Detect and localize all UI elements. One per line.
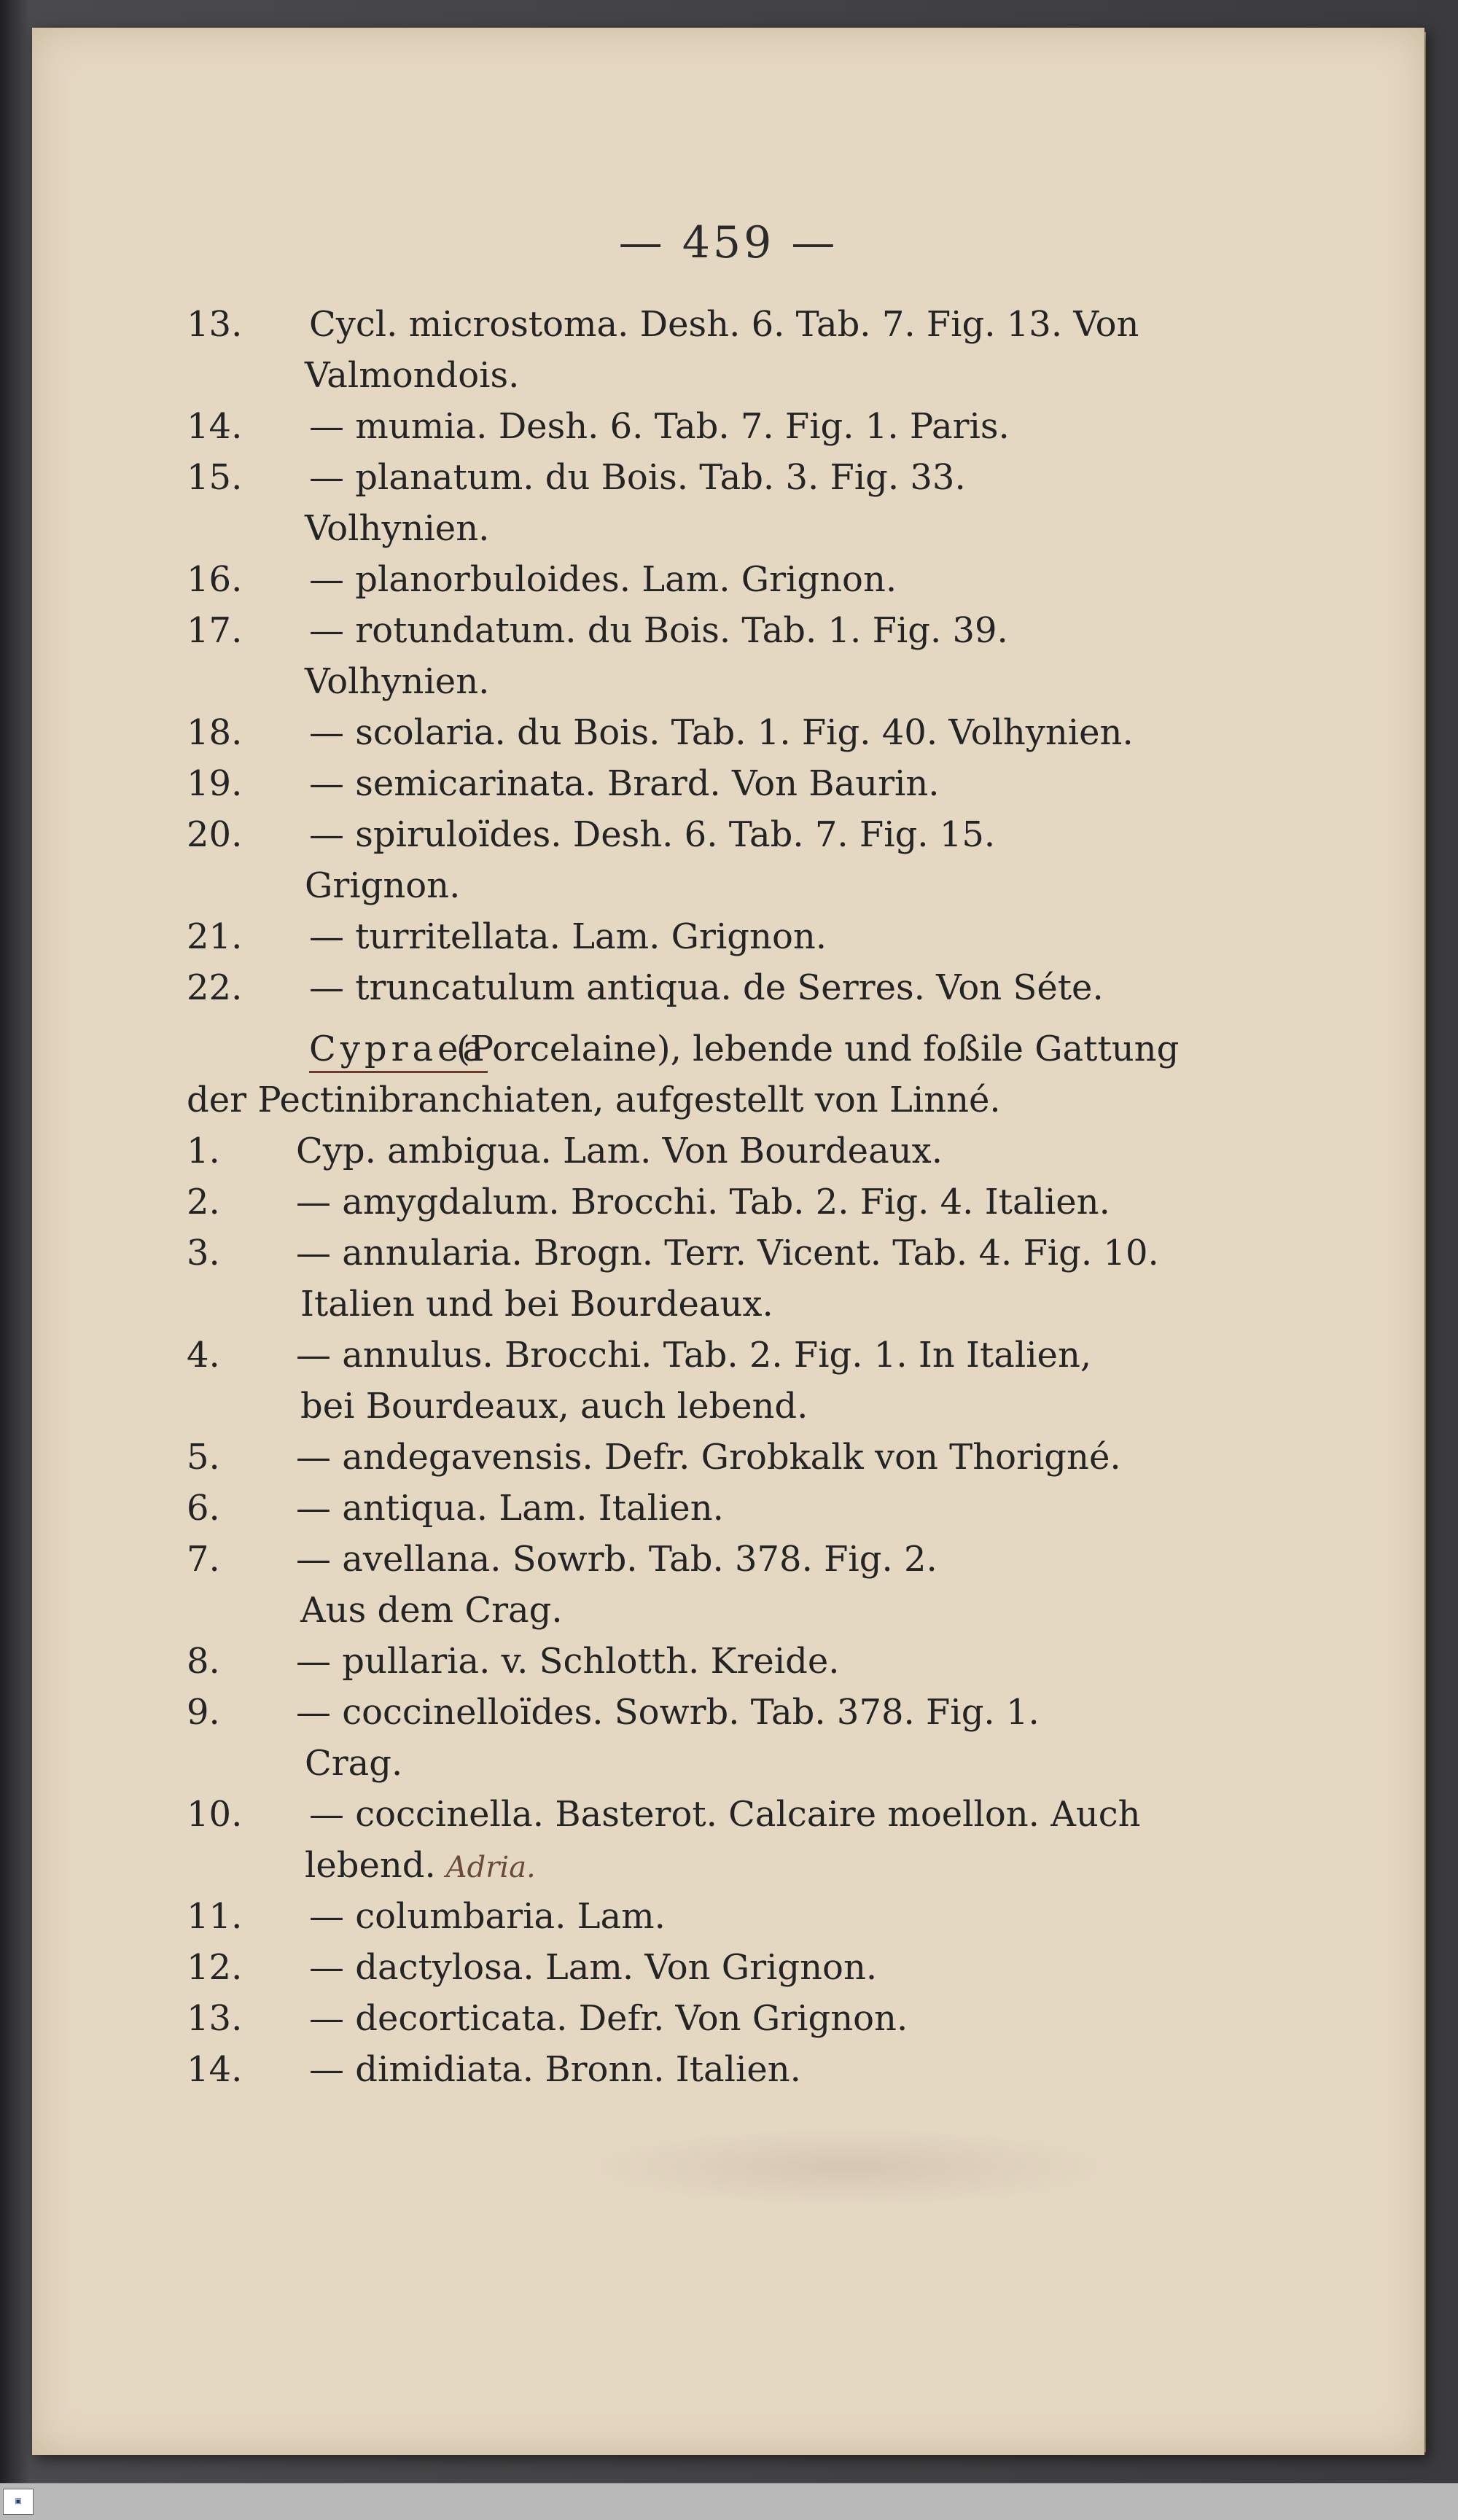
entry-number: 15.	[187, 457, 243, 498]
entry-continuation: Volhynien.	[305, 508, 490, 549]
entry-number: 18.	[187, 712, 243, 753]
entry-continuation: Aus dem Crag.	[300, 1590, 563, 1631]
list-item	[187, 1636, 1258, 1687]
list-item	[187, 707, 1258, 758]
list-item-continuation	[187, 1585, 1258, 1636]
entry-number: 19.	[187, 763, 243, 804]
entry-number: 10.	[187, 1794, 243, 1835]
entry-number: 3.	[187, 1233, 220, 1273]
entry-number: 22.	[187, 967, 243, 1008]
list-item-continuation	[187, 503, 1258, 554]
list-item-continuation	[187, 1738, 1258, 1789]
entry-number: 2.	[187, 1182, 220, 1222]
list-item-continuation	[187, 1840, 1258, 1891]
list-item	[187, 554, 1258, 605]
entry-continuation: Volhynien.	[305, 661, 490, 702]
list-item	[187, 605, 1258, 656]
list-item	[187, 1789, 1258, 1840]
entry-continuation: Italien und bei Bourdeaux.	[300, 1284, 773, 1325]
entry-number: 16.	[187, 559, 243, 600]
ink-offset-smudge	[572, 2127, 1126, 2207]
entry-continuation: Grignon.	[305, 865, 461, 906]
entry-text: — coccinelloïdes. Sowrb. Tab. 378. Fig. 1.	[296, 1692, 1040, 1733]
entry-number: 12.	[187, 1947, 243, 1988]
list-item	[187, 1942, 1258, 1993]
library-logo-icon: ▣	[3, 2489, 34, 2515]
list-item-continuation	[187, 1381, 1258, 1432]
list-item	[187, 1228, 1258, 1279]
list-item	[187, 1687, 1258, 1738]
entry-number: 11.	[187, 1896, 243, 1937]
list-item	[187, 401, 1258, 452]
entry-number: 7.	[187, 1539, 220, 1580]
entry-number: 9.	[187, 1692, 220, 1733]
list-item-continuation	[187, 656, 1258, 707]
list-item	[187, 1126, 1258, 1177]
section-intro-text-2: der Pectinibranchiaten, aufgestellt von Linné.	[187, 1080, 1001, 1120]
entry-text: — annularia. Brogn. Terr. Vicent. Tab. 4. Fig. 10.	[296, 1233, 1159, 1273]
entry-list	[187, 299, 1258, 2095]
entry-number: 14.	[187, 2049, 243, 2090]
entry-text: — antiqua. Lam. Italien.	[296, 1488, 724, 1529]
list-item-continuation	[187, 350, 1258, 401]
entry-text: — coccinella. Basterot. Calcaire moellon. Auch	[309, 1794, 1141, 1835]
entry-text: — planatum. du Bois. Tab. 3. Fig. 33.	[309, 457, 966, 498]
section-intro	[187, 1023, 1258, 1074]
entry-text: — dimidiata. Bronn. Italien.	[309, 2049, 801, 2090]
entry-text: — truncatulum antiqua. de Serres. Von Séte.	[309, 967, 1104, 1008]
entry-text: — dactylosa. Lam. Von Grignon.	[309, 1947, 878, 1988]
entry-text: — scolaria. du Bois. Tab. 1. Fig. 40. Volhynien.	[309, 712, 1134, 753]
list-item	[187, 1177, 1258, 1228]
list-item	[187, 1330, 1258, 1381]
list-item	[187, 809, 1258, 860]
section-gap	[187, 1013, 1258, 1023]
list-item-continuation	[187, 1279, 1258, 1330]
entry-number: 13.	[187, 1998, 243, 2039]
entry-text: — semicarinata. Brard. Von Baurin.	[309, 763, 940, 804]
entry-text: — pullaria. v. Schlotth. Kreide.	[296, 1641, 840, 1682]
entry-text: — turritellata. Lam. Grignon.	[309, 916, 827, 957]
entry-text: — andegavensis. Defr. Grobkalk von Thorigné.	[296, 1437, 1121, 1478]
entry-continuation: Crag.	[305, 1743, 403, 1784]
list-item	[187, 962, 1258, 1013]
entry-text: — annulus. Brocchi. Tab. 2. Fig. 1. In Italien,	[296, 1335, 1092, 1376]
page-number: — 459 —	[618, 217, 838, 268]
entry-continuation: bei Bourdeaux, auch lebend.	[300, 1386, 808, 1427]
entry-text: — rotundatum. du Bois. Tab. 1. Fig. 39.	[309, 610, 1008, 651]
entry-text: — mumia. Desh. 6. Tab. 7. Fig. 1. Paris.	[309, 406, 1010, 447]
entry-number: 14.	[187, 406, 243, 447]
list-item	[187, 2044, 1258, 2095]
entry-number: 4.	[187, 1335, 220, 1376]
entry-continuation: lebend.	[305, 1845, 436, 1886]
entry-text: — avellana. Sowrb. Tab. 378. Fig. 2.	[296, 1539, 937, 1580]
entry-continuation: Valmondois.	[305, 355, 520, 396]
list-item	[187, 1534, 1258, 1585]
list-item	[187, 758, 1258, 809]
viewer-bottom-bar	[0, 2483, 1458, 2520]
entry-text: — columbaria. Lam.	[309, 1896, 666, 1937]
entry-text: — planorbuloides. Lam. Grignon.	[309, 559, 897, 600]
list-item	[187, 911, 1258, 962]
entry-number: 13.	[187, 304, 243, 345]
entry-number: 17.	[187, 610, 243, 651]
entry-text: — amygdalum. Brocchi. Tab. 2. Fig. 4. Italien.	[296, 1182, 1110, 1222]
list-item	[187, 299, 1258, 350]
entry-number: 8.	[187, 1641, 220, 1682]
entry-number: 20.	[187, 814, 243, 855]
handwritten-annotation: Adria.	[445, 1851, 536, 1884]
list-item	[187, 1483, 1258, 1534]
list-item	[187, 452, 1258, 503]
entry-text: — spiruloïdes. Desh. 6. Tab. 7. Fig. 15.	[309, 814, 996, 855]
list-item	[187, 1432, 1258, 1483]
entry-number: 1.	[187, 1131, 220, 1171]
entry-continuation-with-annotation	[305, 1840, 536, 1893]
list-item	[187, 1891, 1258, 1942]
section-intro-continuation	[187, 1074, 1258, 1126]
book-page	[32, 28, 1424, 2455]
entry-text: Cycl. microstoma. Desh. 6. Tab. 7. Fig. 13. Von	[309, 304, 1139, 345]
entry-number: 5.	[187, 1437, 220, 1478]
entry-text: — decorticata. Defr. Von Grignon.	[309, 1998, 908, 2039]
entry-number: 21.	[187, 916, 243, 957]
list-item-continuation	[187, 860, 1258, 911]
section-intro-text: (Porcelaine), lebende und foßile Gattung	[456, 1029, 1180, 1069]
genus-name	[309, 1023, 488, 1074]
genus-underlined: Cypraea	[309, 1029, 488, 1073]
entry-number: 6.	[187, 1488, 220, 1529]
entry-text: Cyp. ambigua. Lam. Von Bourdeaux.	[296, 1131, 943, 1171]
list-item	[187, 1993, 1258, 2044]
